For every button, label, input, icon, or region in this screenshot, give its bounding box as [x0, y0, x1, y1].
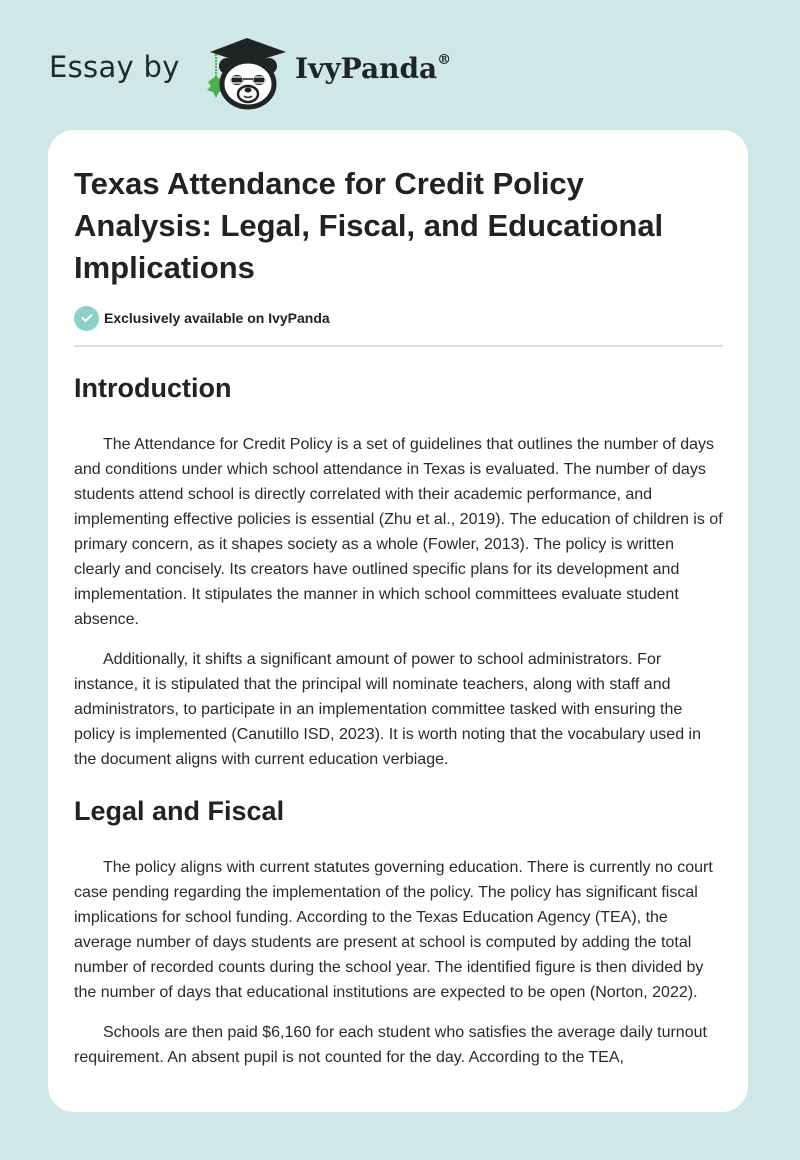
brand-name[interactable]: IvyPanda®	[295, 51, 452, 85]
exclusive-text: Exclusively available on IvyPanda	[104, 310, 330, 326]
check-circle-icon	[74, 306, 99, 331]
title-divider	[74, 345, 723, 347]
panda-graduate-icon[interactable]	[202, 34, 292, 110]
section-heading-introduction: Introduction	[74, 373, 232, 403]
essay-card	[48, 130, 748, 1112]
essay-content	[74, 163, 724, 1070]
brand-prefix: Essay by	[49, 50, 180, 84]
paragraph: The policy aligns with current statutes governing education. There is currently no court case pending regarding the implementation of the policy. The policy has significant fiscal implications for school funding. According to the Texas Education Agency (TEA), the average number of days students are present at school is computed by adding the total number of recorded counts during the school year. The identified figure is then divided by the number of days that educational institutions are expected to be open (Norton, 2022).	[74, 859, 713, 1001]
paragraph: Schools are then paid $6,160 for each student who satisfies the average daily turnout requirement. An absent pupil is not counted for the day. According to the TEA,	[74, 1024, 707, 1066]
section-heading-legal-and-fiscal: Legal and Fiscal	[74, 796, 285, 826]
site-header	[0, 0, 800, 130]
exclusive-badge	[74, 305, 724, 331]
registered-mark: ®	[437, 51, 452, 68]
page-title: Texas Attendance for Credit Policy Analysis: Legal, Fiscal, and Educational Implications	[74, 166, 664, 285]
paragraph: The Attendance for Credit Policy is a set of guidelines that outlines the number of days and conditions under which school attendance in Texas is evaluated. The number of days students attend school is directly correlated with their academic performance, and implementing effective policies is essential (Zhu et al., 2019). The education of children is of primary concern, as it shapes society as a whole (Fowler, 2013). The policy is written clearly and concisely. Its creators have outlined specific plans for its development and implementation. It stipulates the manner in which school committees evaluate student absence.	[74, 436, 723, 628]
paragraph: Additionally, it shifts a significant amount of power to school administrators. For instance, it is stipulated that the principal will nominate teachers, along with staff and administrators, to participate in an implementation committee tasked with ensuring the policy is implemented (Canutillo ISD, 2023). It is worth noting that the vocabulary used in the document aligns with current education verbiage.	[74, 651, 701, 768]
